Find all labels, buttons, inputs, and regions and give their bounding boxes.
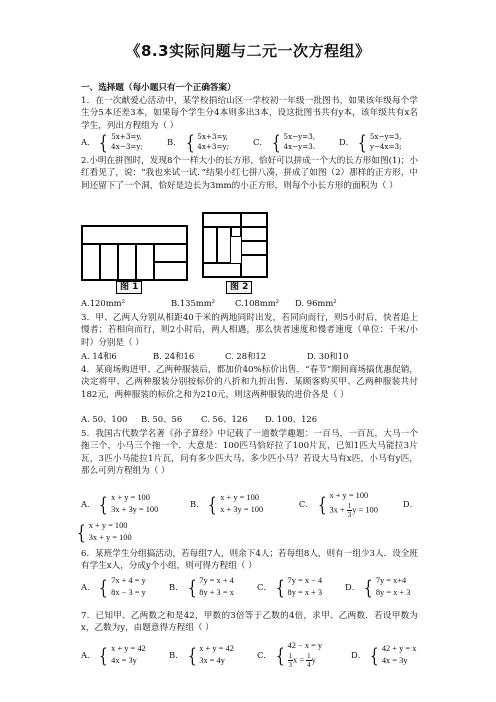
- equation-line: 3x + y = 100: [88, 533, 132, 542]
- equation-line: 5x+3=y,: [197, 132, 228, 141]
- equation-line: 3x = 4y: [199, 655, 225, 665]
- brace-icon: {: [370, 642, 379, 667]
- rect-piece: [154, 244, 187, 262]
- q5-option-d-label[interactable]: D．: [402, 499, 418, 509]
- brace-icon: {: [185, 130, 195, 154]
- question-3: 3．甲、乙两人分别从相距40千米的两地同时出发，若同向而行，则5小时后，快者追上慢者；若相向而行，则2小时后，两人相遇，那么快者速度和慢者速度（单位：千米/小时）分别是（ ）: [81, 313, 418, 348]
- equation-line: 4x+3=y;: [197, 142, 229, 151]
- equation-system: [199, 575, 234, 599]
- q2-option-b[interactable]: B.135mm²: [171, 298, 216, 308]
- rect-piece: [241, 241, 267, 255]
- q7-option-a[interactable]: [81, 643, 169, 667]
- q5-option-b[interactable]: [190, 492, 299, 516]
- q3-option-c[interactable]: C. 28和12: [225, 351, 267, 361]
- rect-piece: [136, 244, 154, 280]
- q4-option-d[interactable]: D. 100、126: [265, 414, 318, 424]
- rect-piece: [241, 227, 267, 241]
- q7-option-c[interactable]: [257, 640, 351, 669]
- numerator: 1: [347, 501, 352, 510]
- option-label: D．: [345, 582, 361, 592]
- q3-option-d[interactable]: D. 30和10: [307, 351, 349, 361]
- option-label: C．: [257, 649, 272, 660]
- rect-piece: [241, 213, 267, 227]
- question-4-options: [81, 413, 418, 425]
- equation-line: x + y = 100: [111, 493, 150, 502]
- brace-icon: {: [208, 492, 218, 516]
- q5-option-a[interactable]: [81, 492, 190, 516]
- q6-option-c[interactable]: [257, 575, 345, 599]
- equation-line: 3x + $\frac{1}{3}$ y = 100: [329, 501, 378, 519]
- equation-line: x + y = 100: [329, 490, 369, 500]
- rect-piece: [203, 213, 241, 227]
- brace-icon: {: [275, 642, 285, 667]
- equation-system: [111, 643, 146, 667]
- page-title: 《8.3实际问题与二元一次方程组》: [125, 42, 371, 60]
- equation-line: 7y = x+4: [375, 576, 407, 585]
- brace-icon: {: [317, 492, 327, 516]
- rect-piece: [217, 227, 231, 263]
- equation-line: 3x + 3y = 100: [111, 505, 159, 514]
- equation-part: y: [311, 655, 316, 665]
- question-5: 5．我国古代数学名著《孙子算经》中记载了一道数学趣题：一百马，一百瓦，大马一个拖三个，小马三个拖一个．大意是：100匹马恰好拉了100片瓦，已知1匹大马能拉3片瓦，3匹小马能拉1片瓦，问有多少匹大马、多少匹小马？若设大马有x匹，小马有y匹，那么可列方程组为（ ）: [81, 429, 418, 476]
- rect-piece: [82, 244, 100, 280]
- question-2-options: [81, 298, 418, 308]
- figure-2-square: [202, 212, 268, 278]
- brace-icon: {: [358, 130, 367, 154]
- equation-line: 4x−y=3.: [283, 142, 316, 151]
- equation-system: [376, 575, 411, 599]
- brace-icon: {: [99, 575, 109, 599]
- equation-system: [284, 132, 316, 152]
- rect-piece: [203, 227, 217, 263]
- rect-piece: [154, 262, 187, 280]
- equation-line: x + y = 100: [220, 493, 259, 502]
- rect-piece: [82, 226, 187, 244]
- question-4: 4．某商场购进甲、乙两种服装后，都加价40%标价出售．“春节”期间商场搞优惠促销，决定将甲、乙两种服装分别按标价的八折和九折出售．某顾客购买甲、乙两种服装共付182元，两种服装的标价之和为210元，则这两种服装的进价各是（ ）: [81, 365, 418, 400]
- equation-line: x + y = 42: [111, 643, 146, 653]
- equation-system: [111, 132, 143, 152]
- q1-option-a[interactable]: [81, 132, 167, 152]
- brace-icon: {: [76, 520, 86, 544]
- brace-icon: {: [187, 642, 197, 667]
- equation-line: 42 − x = y: [287, 641, 323, 650]
- equation-system: [199, 643, 234, 667]
- equation-line: 8y = x + 3: [375, 588, 411, 597]
- q2-option-a[interactable]: A.120mm²: [81, 298, 125, 308]
- center-hole: [231, 227, 241, 237]
- rect-piece: [100, 244, 118, 280]
- q1-option-d[interactable]: [339, 132, 402, 152]
- equation-system: [111, 492, 158, 516]
- option-label: B．: [189, 499, 205, 509]
- numerator: 1: [288, 652, 293, 660]
- brace-icon: {: [99, 492, 109, 516]
- section-heading: 一、选择题（每小题只有一个正确答案）: [81, 83, 236, 93]
- figure-1-rectangles: [81, 225, 188, 281]
- equation-system: [370, 132, 402, 152]
- equation-system: [220, 492, 263, 516]
- brace-icon: {: [271, 130, 281, 154]
- option-label: C．: [298, 499, 314, 509]
- question-7: 7．已知甲、乙两数之和是42，甲数的3倍等于乙数的4倍，求甲、乙两数．若设甲数为x，乙数为y，由题意得方程组（ ）: [81, 611, 418, 634]
- denominator: 3: [347, 510, 352, 519]
- q6-option-a[interactable]: [81, 575, 169, 599]
- q6-option-b[interactable]: [169, 575, 257, 599]
- option-label: B．: [169, 582, 184, 592]
- option-label: B．: [167, 137, 182, 147]
- rect-piece: [203, 263, 241, 277]
- question-2: 2.小明在拼图时，发现8个一样大小的长方形，恰好可以拼成一个大的长方形如图(1)；小红看见了，说：“我也来试一试．”结果小红七拼八凑，拼成了如图（2）那样的正方形，中间还留下了一个洞，恰好是边长为3mm的小正方形，则每个小长方形的面积为（ ）: [81, 156, 418, 191]
- equation-line: 4x−3=y;: [111, 142, 143, 151]
- question-5-options: [81, 488, 418, 520]
- option-label: B．: [169, 649, 184, 660]
- equation-part: x =: [293, 655, 307, 665]
- equation-line: 4x = 3y: [381, 655, 408, 665]
- option-label: A．: [81, 649, 96, 660]
- equation-line: y−4x=3;: [369, 142, 402, 151]
- figure-2-caption: 图 2: [226, 281, 252, 294]
- q2-option-d[interactable]: D. 96mm²: [295, 298, 337, 308]
- q7-option-d[interactable]: [351, 643, 416, 667]
- brace-icon: {: [187, 575, 197, 599]
- figure-1-caption: 图 1: [116, 281, 142, 294]
- equation-line: 5x−y=3,: [369, 132, 402, 141]
- question-3-options: [81, 350, 418, 362]
- q4-option-a[interactable]: A. 50、100: [81, 414, 128, 424]
- q1-option-c[interactable]: [253, 132, 339, 152]
- equation-line: x + y = 42: [199, 643, 234, 653]
- equation-system: [329, 490, 377, 519]
- q4-option-b[interactable]: B. 50、56: [141, 414, 183, 424]
- equation-line: 7y = x − 4: [287, 576, 323, 585]
- brace-icon: {: [99, 130, 109, 154]
- equation-line: 8y = x + 3: [287, 588, 323, 597]
- question-1: 1．在一次献爱心活动中，某学校捐给山区一学校初一年级一批图书，如果该年级每个学生分5本还差3本，如果每个学生分4本则多出3本，设这批图书共有y本，该年级共有x名学生，列出方程组为（ ）: [81, 96, 418, 131]
- q2-option-c[interactable]: C.108mm²: [235, 298, 279, 308]
- q3-option-a[interactable]: A. 14和6: [81, 351, 117, 361]
- brace-icon: {: [275, 575, 285, 599]
- numerator: 1: [307, 652, 311, 660]
- equation-system: [382, 643, 417, 667]
- equation-line: 42 + y = x: [381, 643, 417, 653]
- question-6: 6．某班学生分组搞活动，若每组7人，则余下4人；若每组8人，则有一组少3人．设全班有学生x人，分成y个小组，则可得方程组（ ）: [81, 549, 418, 572]
- equation-system: [111, 575, 146, 599]
- q6-option-d[interactable]: [345, 575, 410, 599]
- option-label: D．: [339, 137, 355, 147]
- equation-system: [288, 575, 323, 599]
- q5-option-d[interactable]: [76, 520, 418, 544]
- q7-option-b[interactable]: [169, 643, 257, 667]
- equation-line: x + 3y = 100: [220, 505, 264, 514]
- equation-system: [288, 640, 323, 669]
- fraction: [347, 502, 353, 519]
- option-label: A．: [81, 137, 96, 147]
- denominator: 3: [288, 661, 293, 669]
- question-7-options: [81, 640, 418, 669]
- rect-piece: [118, 244, 136, 280]
- question-6-options: [81, 575, 418, 599]
- option-label: C．: [253, 137, 268, 147]
- option-label: C．: [257, 582, 272, 592]
- option-label: A．: [81, 499, 96, 509]
- equation-line: 5x−y=3,: [283, 132, 316, 141]
- equation-line: 7y = x + 4: [199, 576, 234, 585]
- equation-line: 7x + 4 = y: [111, 576, 146, 585]
- equation-line: [288, 652, 323, 669]
- equation-line: 4x = 3y: [111, 655, 137, 665]
- q4-option-c[interactable]: C. 56、126: [201, 414, 248, 424]
- equation-line: 8y + 3 = x: [199, 588, 234, 597]
- brace-icon: {: [364, 575, 373, 599]
- equation-system: [89, 520, 132, 544]
- equation-line: x + y = 100: [88, 521, 128, 530]
- rect-piece: [241, 255, 267, 277]
- equation-line: 5x+3=y,: [111, 132, 142, 141]
- q1-option-b[interactable]: [167, 132, 253, 152]
- equation-line: 8x − 3 = y: [111, 588, 146, 597]
- option-label: A．: [81, 582, 96, 592]
- q3-option-b[interactable]: B. 24和16: [153, 351, 195, 361]
- question-1-options: [81, 132, 418, 152]
- option-label: D．: [351, 649, 367, 660]
- brace-icon: {: [99, 642, 109, 667]
- denominator: 4: [307, 661, 311, 669]
- q5-option-c[interactable]: [299, 490, 403, 519]
- equation-system: [197, 132, 229, 152]
